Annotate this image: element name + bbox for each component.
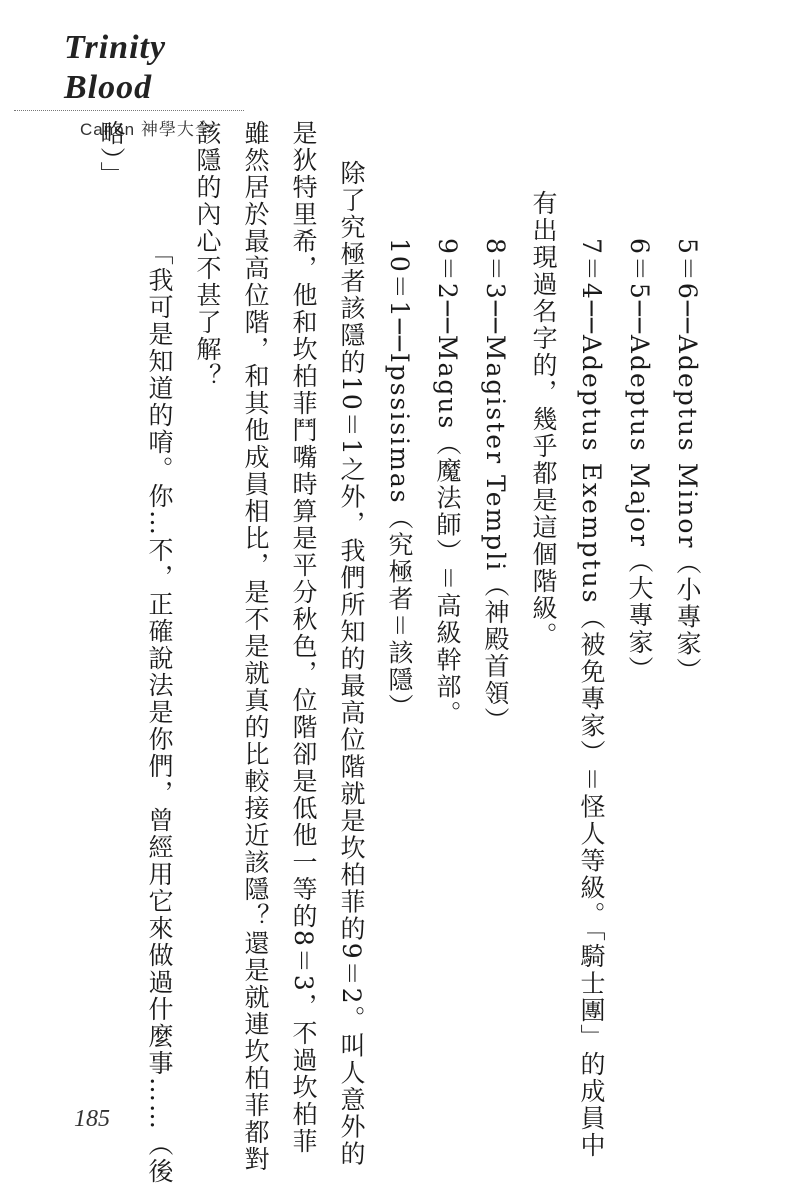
text-line: 9＝2──Magus（魔法師）＝高級幹部。 <box>433 238 462 728</box>
book-subtitle: Canon 神學大全 <box>80 120 213 139</box>
text-line: 該隱的內心不甚了解？ <box>193 120 222 390</box>
text-line: 是狄特里希，他和坎柏菲鬥嘴時算是平分秋色，位階卻是低他一等的8＝3，不過坎柏菲 <box>289 120 318 1155</box>
text-line: 有出現過名字的，幾乎都是這個階級。 <box>529 190 558 649</box>
text-line: 10＝1──Ipssisimas（究極者＝該隱） <box>385 238 414 721</box>
series-title: Trinity Blood <box>64 29 167 106</box>
text-line: 8＝3──Magister Templi（神殿首領） <box>481 238 510 735</box>
text-line: 5＝6──Adeptus Minor（小專家） <box>673 238 702 685</box>
text-line: 除了究極者該隱的10＝1之外，我們所知的最高位階就是坎柏菲的9＝2。叫人意外的 <box>337 160 366 1168</box>
page-number: 185 <box>74 1106 110 1132</box>
text-line: 略）」 <box>97 120 126 189</box>
text-line: 6＝5──Adeptus Major（大專家） <box>625 238 654 683</box>
text-line: 7＝4──Adeptus Exemptus（被免專家）＝怪人等級。「騎士團」的成員中 <box>577 238 606 1160</box>
header-divider <box>14 110 244 111</box>
text-line: 「我可是知道的唷。你…不，正確說法是你們，曾經用它來做過什麼事……（後 <box>145 240 174 1185</box>
text-line: 雖然居於最高位階，和其他成員相比，是不是就真的比較接近該隱？還是就連坎柏菲都對 <box>241 120 270 1173</box>
